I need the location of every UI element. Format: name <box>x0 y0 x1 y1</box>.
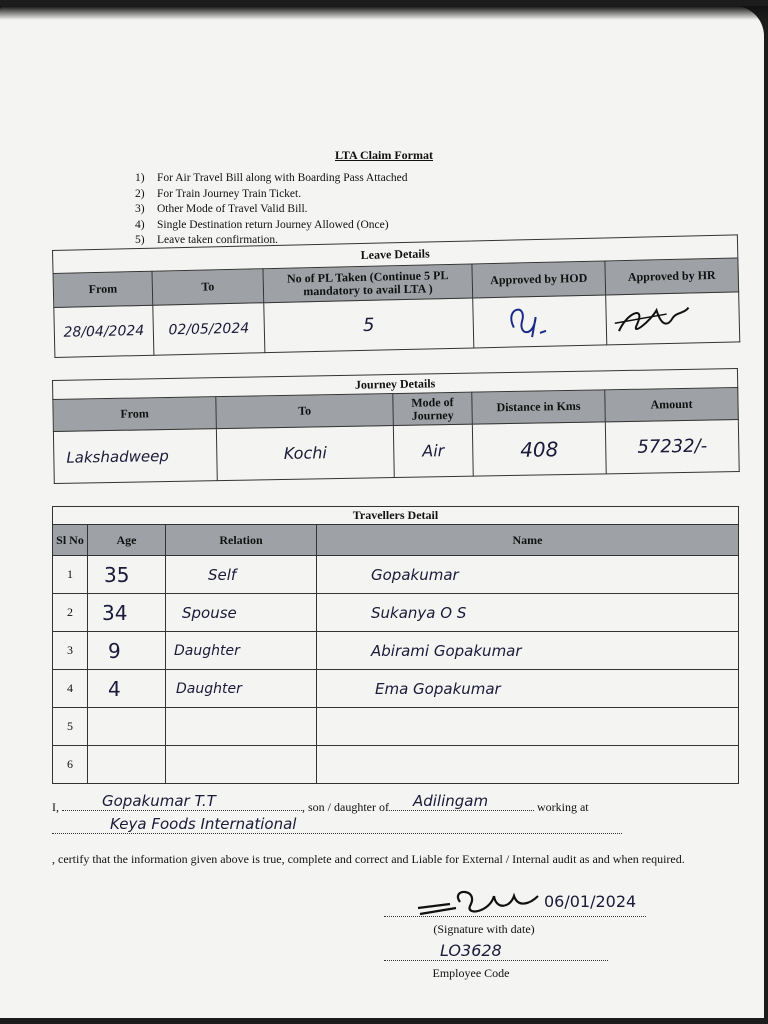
row-name: Abirami Gopakumar <box>317 632 739 670</box>
company-value: Keya Foods International <box>110 815 297 833</box>
journey-details-title: Journey Details <box>53 369 738 400</box>
pl-taken-header: No of PL Taken (Continue 5 PL mandatory to avail LTA ) <box>263 264 473 303</box>
travellers-detail-table <box>52 506 739 784</box>
hod-approval-header: Approved by HOD <box>472 261 606 298</box>
row-sl: 3 <box>53 632 88 670</box>
name-header: Name <box>317 525 739 556</box>
journey-distance-header: Distance in Kms <box>472 390 606 424</box>
journey-from-value: Lakshadweep <box>53 429 217 484</box>
instruction-item: 2) For Train Journey Train Ticket. <box>135 187 302 200</box>
son-of-label: , son / daughter of <box>302 800 389 814</box>
row-name: Ema Gopakumar <box>317 670 739 708</box>
pl-taken-value: 5 <box>264 298 474 353</box>
declaration-line-1 <box>52 792 589 815</box>
table-row <box>53 708 739 746</box>
leave-details-table <box>52 234 740 358</box>
row-relation: Daughter <box>166 670 317 708</box>
row-sl: 2 <box>53 594 88 632</box>
employee-code-caption: Employee Code <box>432 966 510 980</box>
leave-details-title: Leave Details <box>53 235 738 274</box>
signature-line <box>384 916 646 917</box>
row-age: 34 <box>88 594 166 632</box>
certify-text: , certify that the information given above is true, complete and correct and Liable for External / Internal audit as and when required. <box>52 852 685 866</box>
journey-from-header: From <box>53 397 217 432</box>
row-relation: Self <box>166 556 317 594</box>
row-age <box>88 746 166 784</box>
instructions-list <box>135 171 407 249</box>
form-paper <box>0 6 764 1018</box>
journey-mode-value: Air <box>393 424 473 477</box>
instruction-item: 4) Single Destination return Journey Allowed (Once) <box>135 218 389 231</box>
working-at-label: working at <box>536 800 589 814</box>
scan-shadow <box>0 6 768 20</box>
leave-from-header: From <box>53 271 153 307</box>
row-sl: 6 <box>53 746 88 784</box>
row-sl: 1 <box>53 556 88 594</box>
table-row <box>53 632 739 670</box>
hr-signature-mark <box>606 292 737 339</box>
employee-code-line <box>384 960 608 961</box>
table-row <box>53 556 739 594</box>
declaration-prefix: I, <box>52 800 59 814</box>
employee-code-value: LO3628 <box>440 941 502 960</box>
row-age: 4 <box>88 670 166 708</box>
signature-date: 06/01/2024 <box>544 892 637 911</box>
journey-amount-header: Amount <box>605 388 739 422</box>
row-age: 9 <box>88 632 166 670</box>
row-relation <box>166 746 317 784</box>
parent-name-value: Adilingam <box>412 792 489 810</box>
table-row <box>53 746 739 784</box>
table-row <box>53 594 739 632</box>
travellers-detail-title: Travellers Detail <box>53 507 739 525</box>
row-sl: 4 <box>53 670 88 708</box>
parent-name-field <box>389 792 534 811</box>
row-relation: Spouse <box>166 594 317 632</box>
row-relation <box>166 708 317 746</box>
journey-mode-header: Mode of Journey <box>393 392 473 425</box>
sl-no-header: Sl No <box>53 525 88 556</box>
row-age <box>88 708 166 746</box>
table-row <box>53 670 739 708</box>
instruction-item: 5) Leave taken confirmation. <box>135 234 279 246</box>
form-title: LTA Claim Format <box>335 148 433 162</box>
leave-to-header: To <box>152 269 264 306</box>
journey-to-value: Kochi <box>216 426 394 481</box>
row-name <box>317 708 739 746</box>
instruction-item: 1) For Air Travel Bill along with Boarding Pass Attached <box>135 172 408 184</box>
leave-to-value: 02/05/2024 <box>153 303 265 356</box>
journey-distance-value: 408 <box>472 422 606 476</box>
hod-signature-mark <box>473 296 604 343</box>
hr-approval-header: Approved by HR <box>605 258 739 295</box>
row-sl: 5 <box>53 708 88 746</box>
row-name: Gopakumar <box>317 556 739 594</box>
relation-header: Relation <box>166 525 317 556</box>
hr-signature <box>606 292 740 345</box>
row-name: Sukanya O S <box>317 594 739 632</box>
age-header: Age <box>88 525 166 556</box>
employee-name-field <box>62 792 302 811</box>
hod-signature <box>473 295 607 348</box>
employee-signature <box>410 882 550 927</box>
journey-details-table <box>52 368 740 484</box>
signature-caption: (Signature with date) <box>433 922 535 936</box>
row-name <box>317 746 739 784</box>
journey-amount-value: 57232/- <box>605 420 739 474</box>
leave-from-value: 28/04/2024 <box>54 305 154 357</box>
row-relation: Daughter <box>166 632 317 670</box>
company-field <box>52 815 622 834</box>
journey-to-header: To <box>216 394 394 429</box>
employee-name-value: Gopakumar T.T <box>102 792 216 810</box>
instruction-item: 3) Other Mode of Travel Valid Bill. <box>135 203 308 215</box>
declaration-line-2 <box>52 815 622 838</box>
row-age: 35 <box>88 556 166 594</box>
